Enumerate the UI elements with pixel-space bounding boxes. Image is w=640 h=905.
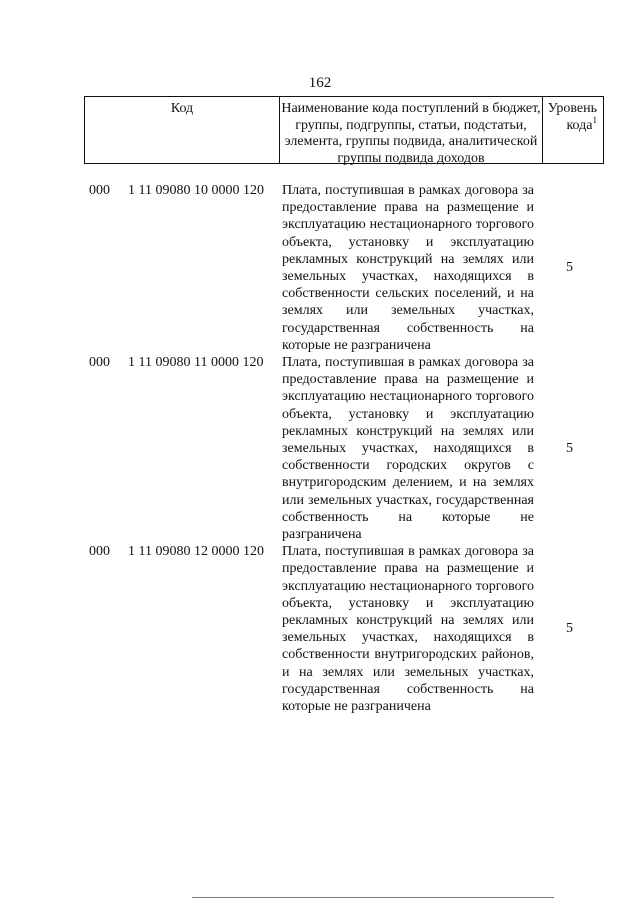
table-row <box>0 543 640 715</box>
row-prefix: 000 <box>89 544 110 560</box>
row-name: Плата, поступившая в рамках договора за предоставление права на размещение и эксплуатацию нестационарного торгового объекта, установку и эксплуатацию рекламных конструкций на землях или земельных участках, находящихся в собственности сельских поселений, и на землях или земельных участках, государственная собственность на которые не разграничена <box>282 183 534 353</box>
row-name: Плата, поступившая в рамках договора за предоставление права на размещение и эксплуатацию нестационарного торгового объекта, установку и эксплуатацию рекламных конструкций на землях или земельных участках, находящихся в собственности городских округов с внутригородским делением, и на землях или земельных участках, государственная собственность на которые не разграничена <box>282 355 534 543</box>
header-level <box>543 97 603 163</box>
row-code: 1 11 09080 10 0000 120 <box>128 183 264 198</box>
row-level: 5 <box>566 440 573 456</box>
row-prefix: 000 <box>89 355 110 371</box>
row-prefix: 000 <box>89 183 110 198</box>
table-header <box>84 96 604 164</box>
row-level: 5 <box>566 621 573 637</box>
bottom-rule <box>192 897 554 898</box>
table-row <box>0 182 640 354</box>
header-name: Наименование кода поступлений в бюджет, группы, подгруппы, статьи, подстатьи, элемента, группы подвида, аналитической группы подвида доходов <box>280 97 543 163</box>
header-code: Код <box>85 97 280 163</box>
header-level-label: Уровень кода <box>547 101 597 133</box>
row-code: 1 11 09080 12 0000 120 <box>128 544 264 560</box>
row-code: 1 11 09080 11 0000 120 <box>128 355 264 371</box>
table-row <box>0 354 640 543</box>
row-level: 5 <box>566 260 573 276</box>
header-level-footnote: 1 <box>592 114 597 125</box>
table-body <box>0 182 640 715</box>
page-number: 162 <box>308 75 332 91</box>
row-name: Плата, поступившая в рамках договора за предоставление права на размещение и эксплуатацию нестационарного торгового объекта, установку и эксплуатацию рекламных конструкций на землях или земельных участках, находящихся в собственности внутригородских районов, и на землях или земельных участках, государственная собственность на которые не разграничена <box>282 544 534 715</box>
